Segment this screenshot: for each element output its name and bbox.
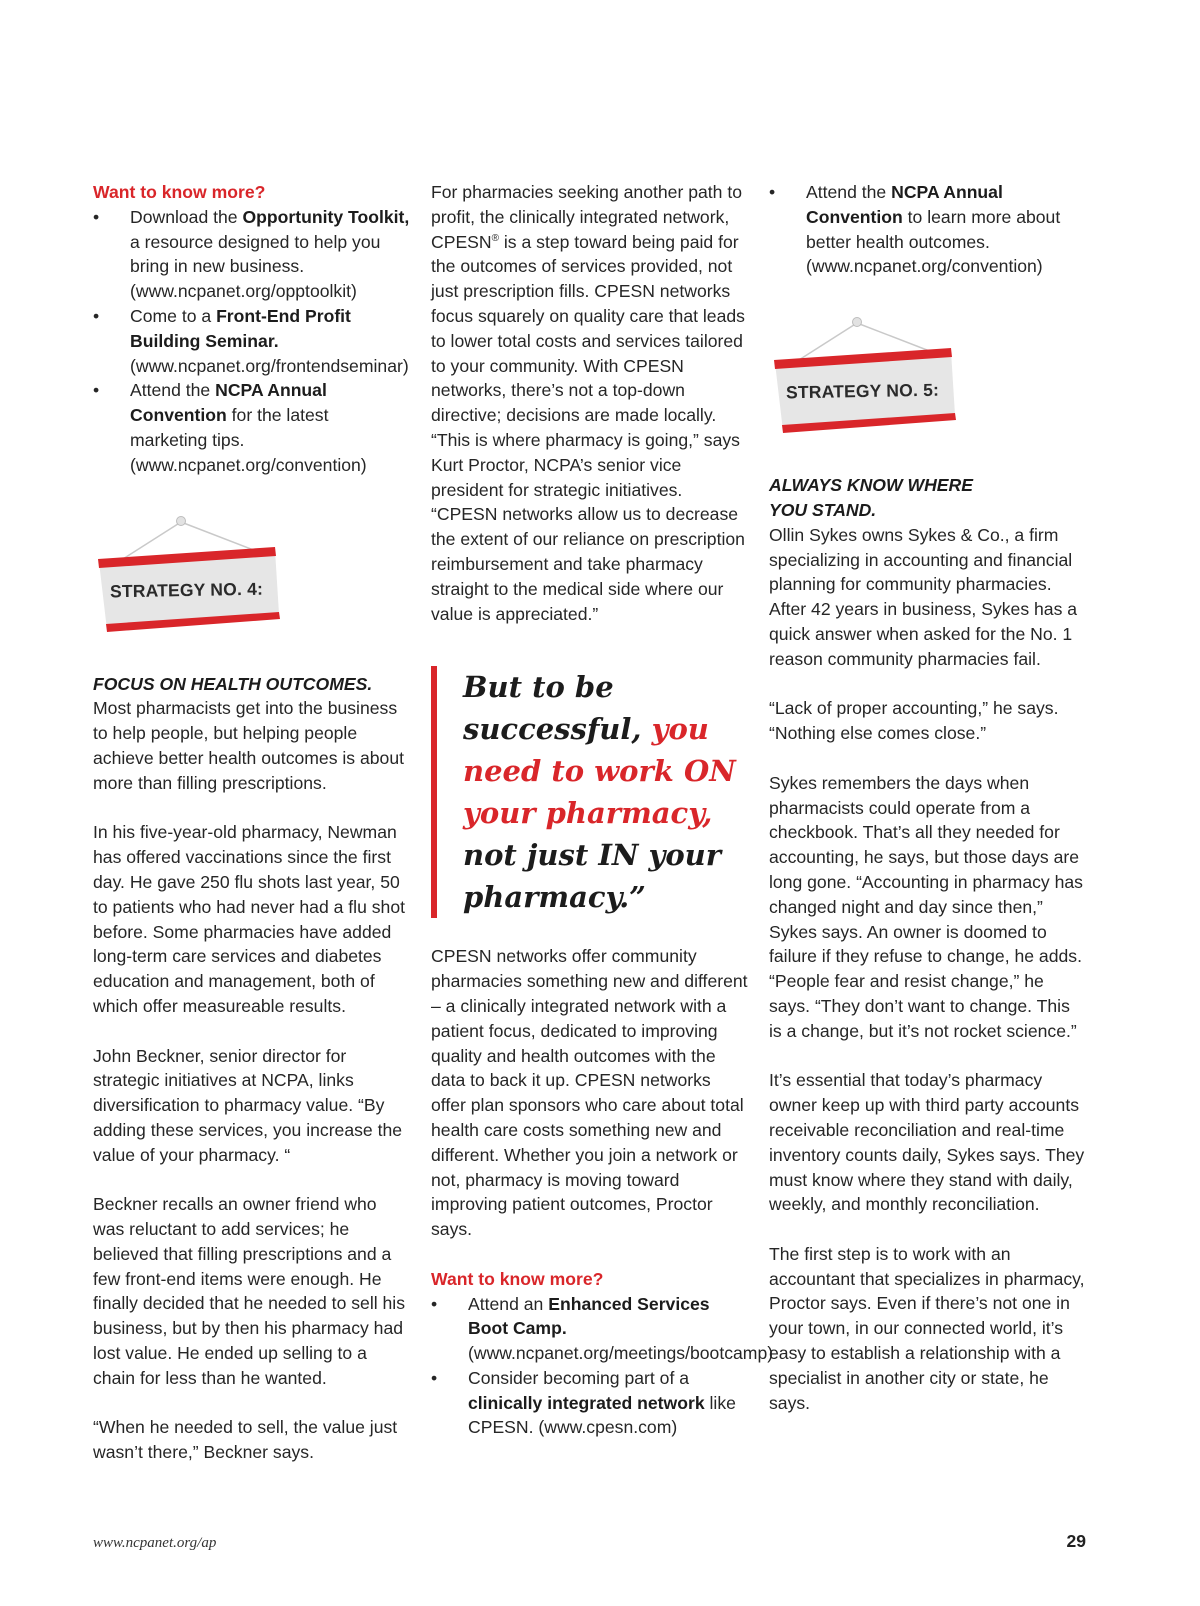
page-number: 29 [1066, 1531, 1086, 1551]
resource-list [769, 180, 1086, 279]
list-item: • Attend an Enhanced Services Boot Camp. (www.ncpanet.org/meetings/bootcamp) [431, 1292, 748, 1366]
body-paragraph: CPESN networks offer community pharmacies something new and different – a clinically integrated network with a patient focus, dedicated to improving quality and health outcomes with the data to back it up. CPESN networks offer plan sponsors who care about total health care costs something new and different. Whether you join a network or not, pharmacy is moving toward improving patient outcomes, Proctor says. [431, 946, 748, 1240]
resource-list [93, 205, 410, 478]
body-paragraph: “Lack of proper accounting,” he says. “Nothing else comes close.” [769, 698, 1059, 744]
strategy-sign [93, 512, 293, 662]
body-paragraph: Most pharmacists get into the business to help people, but helping people achieve better health outcomes is about more than filling prescriptions. [93, 698, 405, 793]
list-item: • Download the Opportunity Toolkit, a resource designed to help you bring in new business. (www.ncpanet.org/opptoolkit) [93, 205, 410, 304]
body-paragraph: Ollin Sykes owns Sykes & Co., a firm specializing in accounting and financial planning for community pharmacies. After 42 years in business, Sykes has a quick answer when asked for the No. 1 reason community pharmacies fail. [769, 524, 1078, 669]
strategy-label: STRATEGY NO. 4: [109, 578, 264, 601]
column-left [93, 180, 410, 1465]
body-paragraph: The first step is to work with an accountant that specializes in pharmacy, Proctor says. Even if there’s not one in your town, in our connected world, it’s easy to establish a relationship with a specialist in another city or state, he says. [769, 1243, 1085, 1413]
section-heading: ALWAYS KNOW WHERE YOU STAND. [769, 475, 973, 520]
list-item: • Attend the NCPA Annual Convention for the latest marketing tips. (www.ncpanet.org/convention) [93, 378, 410, 477]
body-paragraph: Sykes remembers the days when pharmacists could operate from a checkbook. That’s all they needed for accounting, he says, but those days are long gone. “Accounting in pharmacy has changed night and day since then,” Sykes says. An owner is doomed to failure if they refuse to change, he adds. “People fear and resist change,” he says. “They don’t want to change. This is a change, but it’s not rocket science.” [769, 772, 1083, 1041]
section-heading: FOCUS ON HEALTH OUTCOMES. [93, 673, 373, 694]
list-item: • Consider becoming part of a clinically integrated network like CPESN. (www.cpesn.com) [431, 1366, 748, 1440]
want-to-know-more-heading: Want to know more? [93, 182, 266, 202]
resource-list [431, 1292, 774, 1441]
list-item: • Attend the NCPA Annual Convention to learn more about better health outcomes. (www.ncpanet.org/convention) [769, 180, 1086, 279]
footer-url: www.ncpanet.org/ap [93, 1535, 217, 1551]
strategy-label: STRATEGY NO. 5: [785, 379, 940, 403]
pull-quote: But to be successful, you need to work ON your pharmacy, not just IN your pharmacy.” [431, 666, 748, 918]
strategy-sign [769, 313, 969, 463]
body-paragraph: Beckner recalls an owner friend who was reluctant to add services; he believed that filling prescriptions and a few front-end items were enough. He finally decided that he needed to sell his business, but by then his pharmacy had lost value. He ended up selling to a chain for less than he wanted. [93, 1194, 406, 1388]
body-paragraph: It’s essential that today’s pharmacy owner keep up with third party accounts receivable reconciliation and real-time inventory counts daily, Sykes says. They must know where they stand with daily, weekly, and monthly reconciliation. [769, 1070, 1085, 1215]
body-paragraph: In his five-year-old pharmacy, Newman has offered vaccinations since the first day. He gave 250 flu shots last year, 50 to patients who had never had a flu shot before. Some pharmacies have added long-term care services and diabetes education and management, both of which offer measureable results. [93, 822, 406, 1016]
body-paragraph: “When he needed to sell, the value just wasn’t there,” Beckner says. [93, 1417, 398, 1463]
column-right [769, 180, 1086, 1415]
column-middle [431, 180, 774, 1440]
want-to-know-more-heading: Want to know more? [431, 1268, 604, 1289]
body-paragraph: For pharmacies seeking another path to profit, the clinically integrated network, CPESN® is a step toward being paid for the outcomes of services provided, not just prescription fills. CPESN networks focus squarely on quality care that leads to lower total costs and services tailored to your community. With CPESN networks, there’s not a top-down directive; decisions are made locally. “This is where pharmacy is going,” says Kurt Proctor, NCPA’s senior vice president for strategic initiatives. “CPESN networks allow us to decrease the extent of our reliance on prescription reimbursement and take pharmacy straight to the medical side where our value is appreciated.” [431, 182, 745, 624]
body-paragraph: John Beckner, senior director for strategic initiatives at NCPA, links diversification to pharmacy value. “By adding these services, you increase the value of your pharmacy. “ [93, 1045, 403, 1165]
list-item: • Come to a Front-End Profit Building Seminar. (www.ncpanet.org/frontendseminar) [93, 304, 410, 378]
